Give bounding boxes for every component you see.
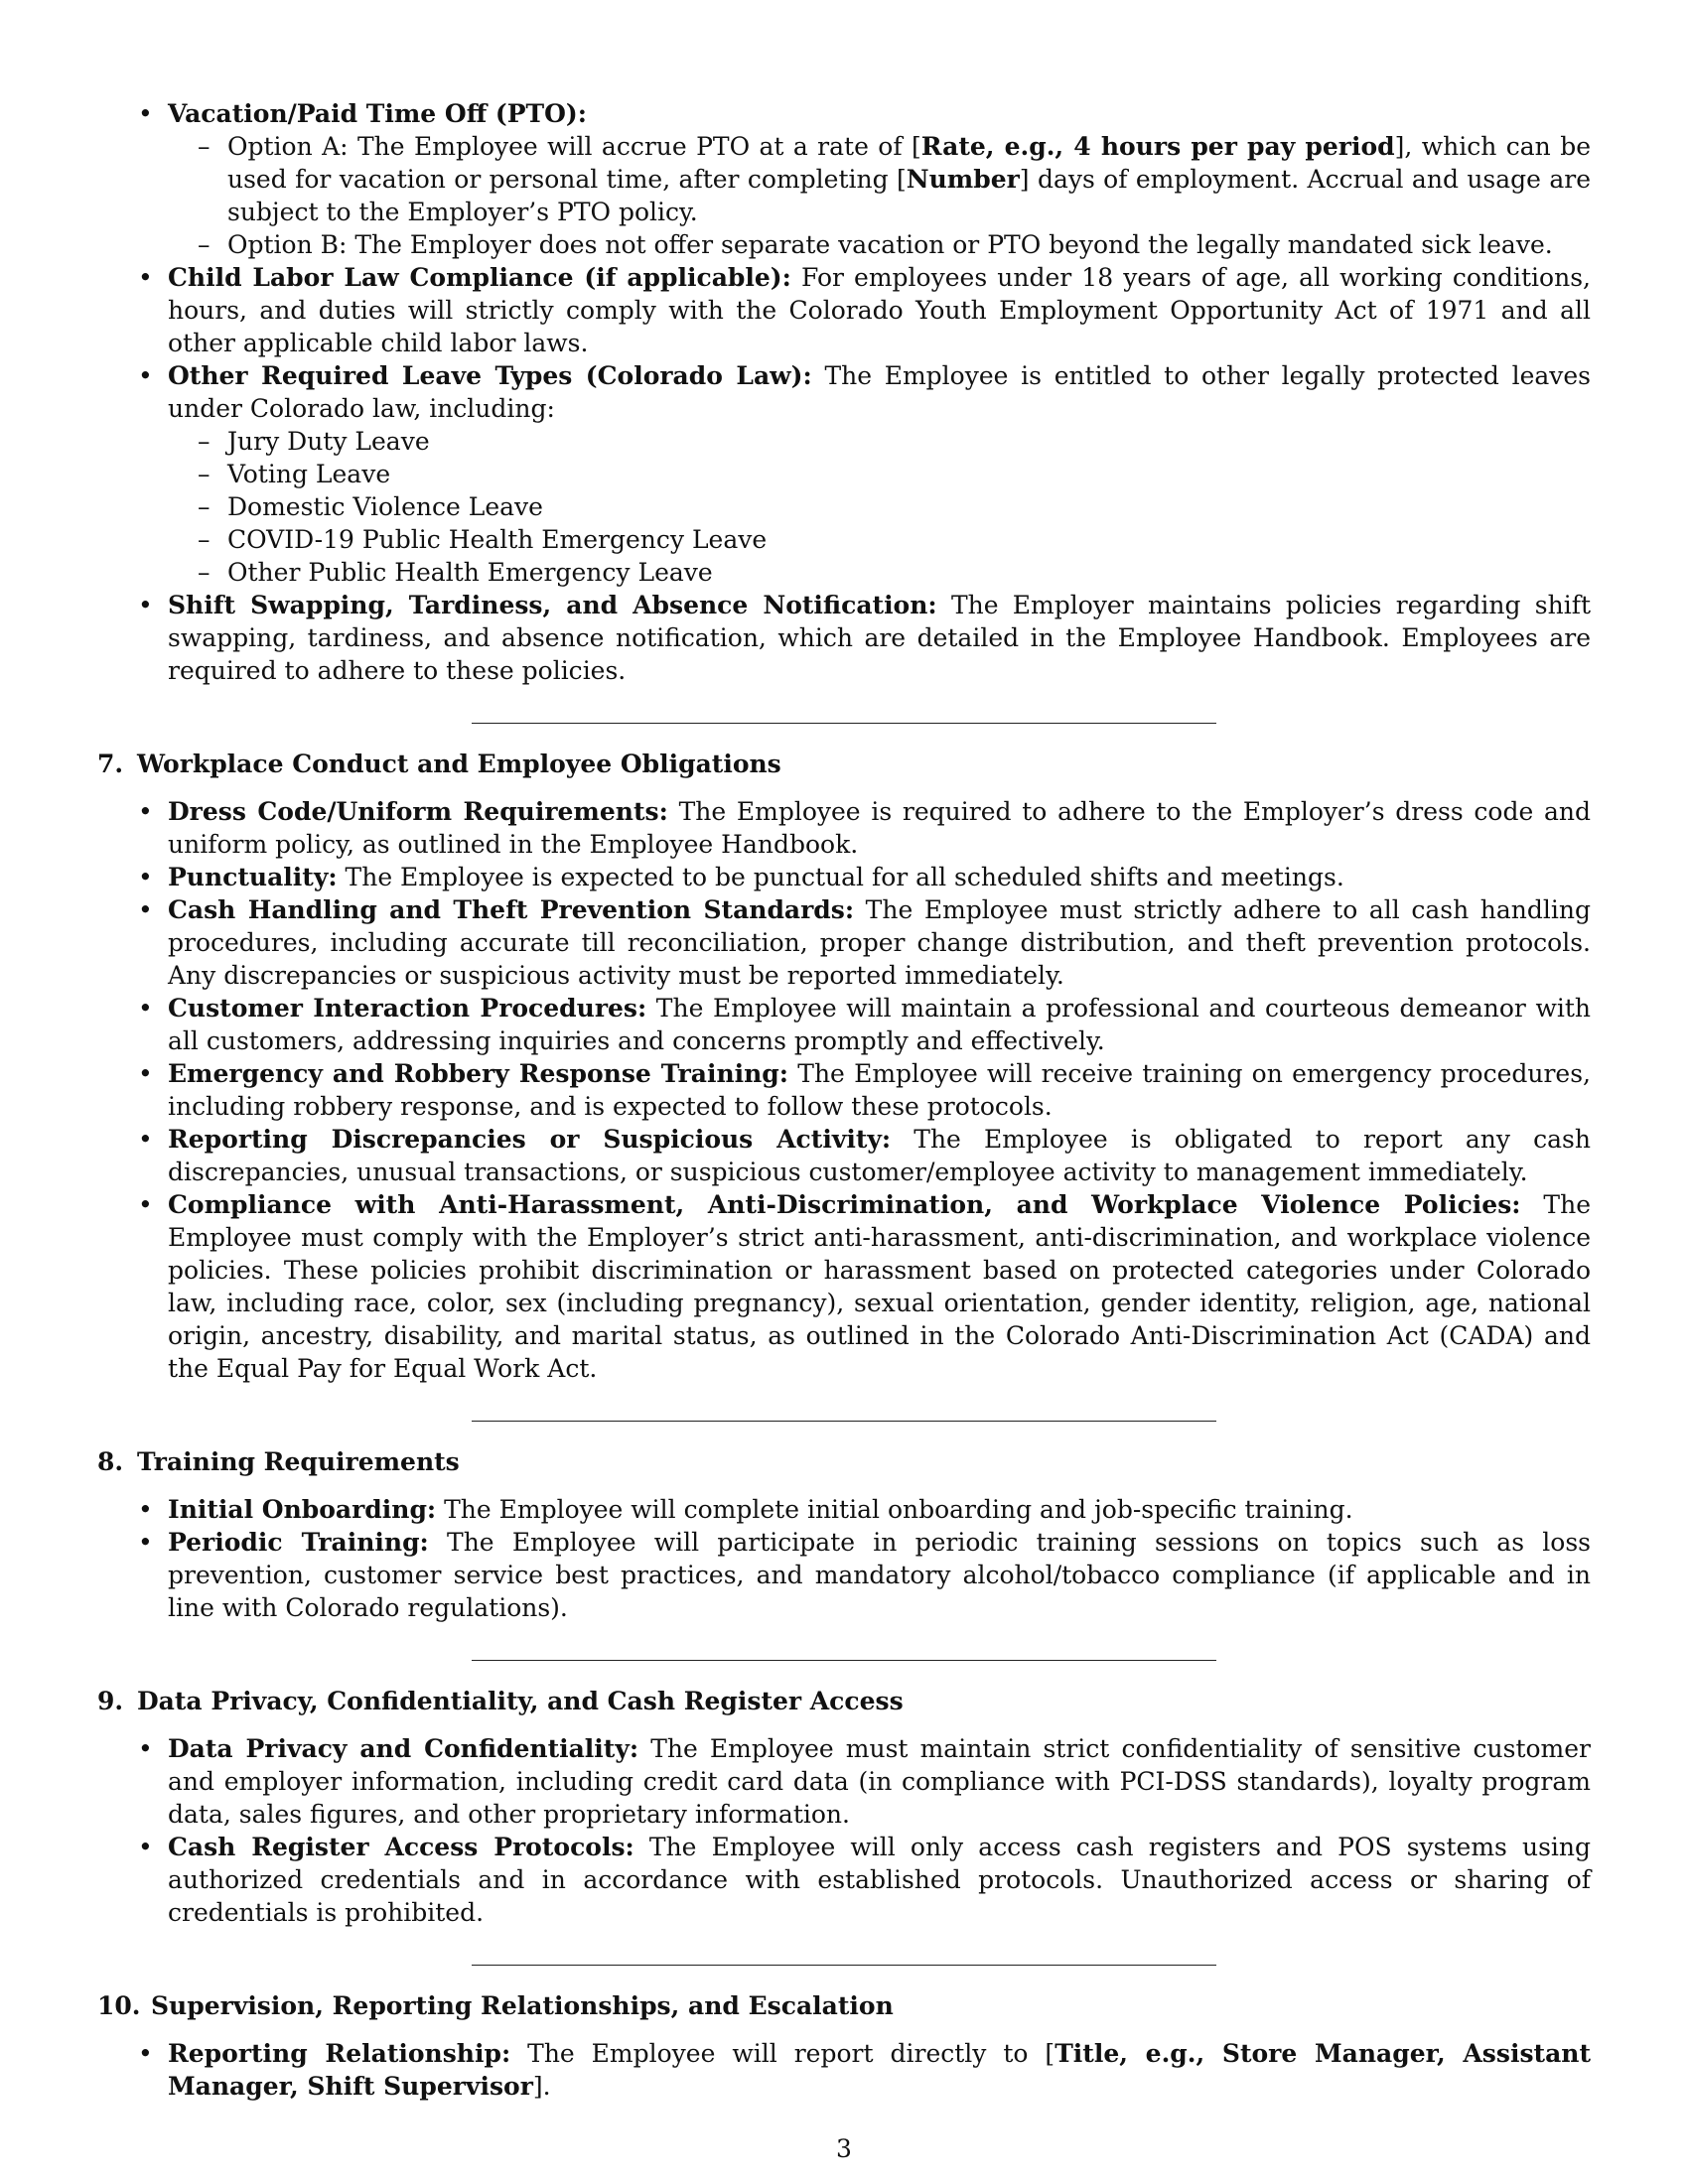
leave-type: – Other Public Health Emergency Leave <box>198 558 713 587</box>
list-item: • Customer Interaction Procedures: The Employee will maintain a professional and courteous demeanor with all customers, addressing inquiries and concerns promptly and effectively. <box>138 994 1591 1055</box>
document-page <box>97 97 1591 2103</box>
bullet: • <box>138 99 153 128</box>
leave-policies-list <box>97 97 1591 687</box>
section-9-heading: 9. Data Privacy, Confidentiality, and Cash Register Access <box>97 1687 904 1715</box>
leave-type: – Voting Leave <box>198 460 391 488</box>
pto-option-b: – Option B: The Employer does not offer separate vacation or PTO beyond the legally mandated sick leave. <box>198 230 1553 259</box>
section-divider <box>472 1965 1216 1966</box>
list-item: • Initial Onboarding: The Employee will complete initial onboarding and job-specific training. <box>138 1495 1353 1524</box>
section-divider <box>472 723 1216 724</box>
section-divider <box>472 1660 1216 1661</box>
section-8-heading: 8. Training Requirements <box>97 1447 460 1476</box>
list-item: • Cash Register Access Protocols: The Employee will only access cash registers and POS systems using authorized credentials and in accordance with established protocols. Unauthorized access or sharing of credentials is prohibited. <box>138 1833 1591 1927</box>
leave-type: – Jury Duty Leave <box>198 427 430 456</box>
other-leave-types-list <box>168 425 1591 589</box>
list-item-other-leave: • Other Required Leave Types (Colorado Law): The Employee is entitled to other legally protected leaves under Colorado law, including: – Jury Duty Leave – Voting Leave – Domestic Violence Leave – COVID-19 Public Health Emergency Leave – Other Public Health Emergency Leave <box>138 361 1592 587</box>
page-number: 3 <box>836 2134 852 2163</box>
list-item: • Dress Code/Uniform Requirements: The Employee is required to adhere to the Employer’s dress code and uniform policy, as outlined in the Employee Handbook. <box>138 797 1592 859</box>
number-placeholder: Number <box>906 165 1020 194</box>
list-item-shift-swapping: • Shift Swapping, Tardiness, and Absence Notification: The Employer maintains policies regarding shift swapping, tardiness, and absence notification, which are detailed in the Employee Handbook. Employees are required to adhere to these policies. <box>138 591 1592 685</box>
section-divider <box>472 1421 1216 1422</box>
leave-type: – Domestic Violence Leave <box>198 492 543 521</box>
child-labor-label: Child Labor Law Compliance (if applicable): <box>168 263 791 292</box>
leave-type: – COVID-19 Public Health Emergency Leave <box>198 525 768 554</box>
shift-swap-label: Shift Swapping, Tardiness, and Absence Notification: <box>168 591 937 619</box>
list-item: • Compliance with Anti-Harassment, Anti-Discrimination, and Workplace Violence Policies: The Employee must comply with the Employer’s strict anti-harassment, anti-discrimination, and workplace violence policies. These policies prohibit discrimination or harassment based on protected categories under Colorado law, including race, color, sex (including pregnancy), sexual orientation, gender identity, religion, age, national origin, ancestry, disability, and marital status, as outlined in the Colorado Anti-Discrimination Act (CADA) and the Equal Pay for Equal Work Act. <box>138 1190 1591 1383</box>
list-item-child-labor: • Child Labor Law Compliance (if applicable): For employees under 18 years of age, all working conditions, hours, and duties will strictly comply with the Colorado Youth Employment Opportunity Act of 1971 and all other applicable child labor laws. <box>138 263 1591 357</box>
list-item: • Data Privacy and Confidentiality: The Employee must maintain strict confidentiality of sensitive customer and employer information, including credit card data (in compliance with PCI-DSS standards), loyalty program data, sales figures, and other proprietary information. <box>138 1734 1591 1829</box>
other-leave-label: Other Required Leave Types (Colorado Law): <box>168 361 812 390</box>
list-item: • Reporting Discrepancies or Suspicious Activity: The Employee is obligated to report any cash discrepancies, unusual transactions, or suspicious customer/employee activity to management immediately. <box>138 1125 1591 1186</box>
section-7-list <box>97 795 1591 1385</box>
list-item: • Punctuality: The Employee is expected to be punctual for all scheduled shifts and meetings. <box>138 863 1344 891</box>
list-item: • Emergency and Robbery Response Training: The Employee will receive training on emergency procedures, including robbery response, and is expected to follow these protocols. <box>138 1059 1591 1121</box>
list-item: • Periodic Training: The Employee will participate in periodic training sessions on topics such as loss prevention, customer service best practices, and mandatory alcohol/tobacco compliance (if applicable and in line with Colorado regulations). <box>138 1528 1591 1622</box>
list-item: • Reporting Relationship: The Employee will report directly to [Title, e.g., Store Manager, Assistant Manager, Shift Supervisor]. <box>138 2039 1591 2101</box>
pto-option-a: – Option A: The Employee will accrue PTO at a rate of [Rate, e.g., 4 hours per pay period], which can be used for vacation or personal time, after completing [Number] days of employment. Accrual and usage are subject to the Employer’s PTO policy. <box>198 132 1592 226</box>
pto-options-list <box>168 130 1591 261</box>
list-item-pto <box>97 97 1591 261</box>
section-10-heading: 10. Supervision, Reporting Relationships, and Escalation <box>97 1991 894 2020</box>
section-10-list <box>97 2037 1591 2103</box>
rate-placeholder: Rate, e.g., 4 hours per pay period <box>920 132 1395 161</box>
section-9-list <box>97 1732 1591 1929</box>
title-placeholder: Title, e.g., Store Manager, Assistant Manager, Shift Supervisor <box>168 2039 1591 2101</box>
list-item: • Cash Handling and Theft Prevention Standards: The Employee must strictly adhere to all cash handling procedures, including accurate till reconciliation, proper change distribution, and theft prevention protocols. Any discrepancies or suspicious activity must be reported immediately. <box>138 895 1591 990</box>
section-7-heading: 7. Workplace Conduct and Employee Obligations <box>97 750 781 778</box>
pto-label: Vacation/Paid Time Off (PTO): <box>168 99 587 128</box>
section-8-list <box>97 1493 1591 1624</box>
